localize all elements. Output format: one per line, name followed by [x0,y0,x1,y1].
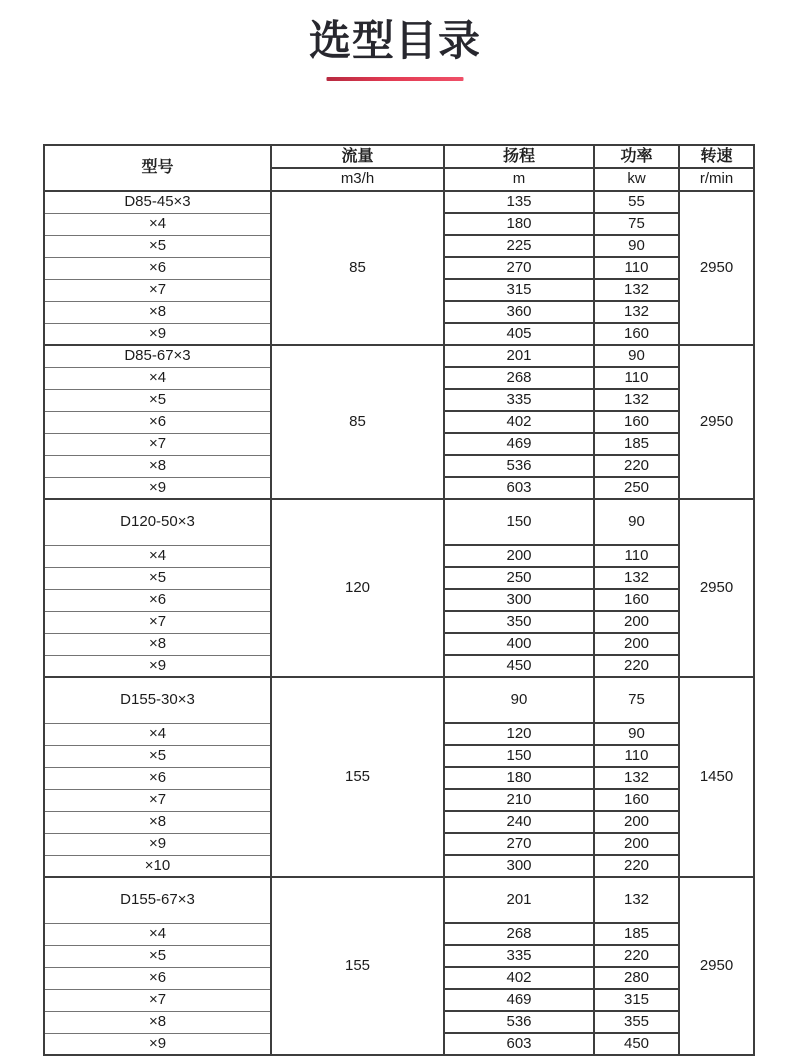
power-cell: 355 [594,1011,679,1033]
model-cell: ×4 [44,923,271,945]
power-cell: 315 [594,989,679,1011]
model-cell: D120-50×3 [44,499,271,545]
flow-cell: 155 [271,677,444,877]
table-row [44,345,754,367]
power-cell: 185 [594,923,679,945]
power-cell: 90 [594,723,679,745]
title-underline-accent [327,77,464,81]
power-cell: 200 [594,833,679,855]
power-cell: 55 [594,191,679,213]
head-cell: 201 [444,345,594,367]
table-row [44,499,754,545]
head-cell: 400 [444,633,594,655]
header-power: 功率 [594,145,679,168]
head-cell: 120 [444,723,594,745]
page-title: 选型目录 [308,17,481,64]
head-cell: 300 [444,855,594,877]
model-cell: ×9 [44,323,271,345]
head-cell: 200 [444,545,594,567]
power-cell: 90 [594,235,679,257]
power-cell: 160 [594,789,679,811]
head-cell: 180 [444,213,594,235]
header-speed: 转速 [679,145,754,168]
table-row [44,877,754,923]
model-cell: ×4 [44,723,271,745]
model-cell: ×10 [44,855,271,877]
power-cell: 110 [594,257,679,279]
power-cell: 75 [594,213,679,235]
model-cell: ×9 [44,477,271,499]
model-cell: ×5 [44,235,271,257]
power-cell: 200 [594,611,679,633]
flow-cell: 85 [271,345,444,499]
head-cell: 603 [444,1033,594,1055]
model-cell: ×6 [44,257,271,279]
unit-power: kw [594,168,679,191]
power-cell: 110 [594,745,679,767]
power-cell: 132 [594,279,679,301]
power-cell: 200 [594,633,679,655]
model-cell: ×8 [44,1011,271,1033]
head-cell: 210 [444,789,594,811]
header-flow: 流量 [271,145,444,168]
model-cell: ×8 [44,455,271,477]
head-cell: 90 [444,677,594,723]
power-cell: 220 [594,455,679,477]
head-cell: 201 [444,877,594,923]
unit-flow: m3/h [271,168,444,191]
head-cell: 469 [444,433,594,455]
model-cell: D155-67×3 [44,877,271,923]
power-cell: 132 [594,877,679,923]
table-row [44,677,754,723]
head-cell: 405 [444,323,594,345]
head-cell: 150 [444,499,594,545]
power-cell: 160 [594,589,679,611]
model-cell: D155-30×3 [44,677,271,723]
power-cell: 200 [594,811,679,833]
model-cell: ×6 [44,411,271,433]
model-cell: ×9 [44,655,271,677]
model-cell: ×5 [44,745,271,767]
head-cell: 240 [444,811,594,833]
head-cell: 360 [444,301,594,323]
power-cell: 160 [594,411,679,433]
model-cell: ×8 [44,633,271,655]
head-cell: 536 [444,455,594,477]
header-model: 型号 [44,145,271,191]
unit-speed: r/min [679,168,754,191]
power-cell: 220 [594,655,679,677]
power-cell: 250 [594,477,679,499]
model-cell: ×7 [44,789,271,811]
head-cell: 270 [444,833,594,855]
selection-catalog-table [43,144,755,1056]
head-cell: 536 [444,1011,594,1033]
power-cell: 110 [594,545,679,567]
head-cell: 250 [444,567,594,589]
power-cell: 90 [594,345,679,367]
model-cell: ×8 [44,811,271,833]
model-cell: ×6 [44,767,271,789]
model-cell: ×4 [44,545,271,567]
head-cell: 268 [444,367,594,389]
model-cell: ×7 [44,279,271,301]
power-cell: 160 [594,323,679,345]
head-cell: 402 [444,411,594,433]
speed-cell: 2950 [679,345,754,499]
power-cell: 132 [594,567,679,589]
head-cell: 270 [444,257,594,279]
head-cell: 300 [444,589,594,611]
model-cell: ×4 [44,367,271,389]
model-cell: ×5 [44,389,271,411]
power-cell: 75 [594,677,679,723]
power-cell: 450 [594,1033,679,1055]
power-cell: 280 [594,967,679,989]
speed-cell: 2950 [679,499,754,677]
model-cell: ×5 [44,567,271,589]
model-cell: ×4 [44,213,271,235]
head-cell: 180 [444,767,594,789]
power-cell: 185 [594,433,679,455]
flow-cell: 155 [271,877,444,1055]
speed-cell: 2950 [679,191,754,345]
head-cell: 135 [444,191,594,213]
head-cell: 335 [444,945,594,967]
model-cell: ×6 [44,967,271,989]
power-cell: 132 [594,389,679,411]
model-cell: ×9 [44,833,271,855]
unit-head: m [444,168,594,191]
power-cell: 132 [594,767,679,789]
model-cell: ×8 [44,301,271,323]
head-cell: 603 [444,477,594,499]
model-cell: ×6 [44,589,271,611]
power-cell: 110 [594,367,679,389]
power-cell: 220 [594,945,679,967]
model-cell: D85-67×3 [44,345,271,367]
model-cell: ×7 [44,433,271,455]
model-cell: ×9 [44,1033,271,1055]
power-cell: 132 [594,301,679,323]
head-cell: 335 [444,389,594,411]
catalog-table-body [44,191,754,1055]
head-cell: 402 [444,967,594,989]
head-cell: 350 [444,611,594,633]
power-cell: 220 [594,855,679,877]
head-cell: 150 [444,745,594,767]
header-head: 扬程 [444,145,594,168]
model-cell: ×7 [44,989,271,1011]
flow-cell: 85 [271,191,444,345]
model-cell: ×5 [44,945,271,967]
flow-cell: 120 [271,499,444,677]
speed-cell: 2950 [679,877,754,1055]
head-cell: 315 [444,279,594,301]
model-cell: ×7 [44,611,271,633]
head-cell: 469 [444,989,594,1011]
table-row [44,191,754,213]
head-cell: 268 [444,923,594,945]
model-cell: D85-45×3 [44,191,271,213]
head-cell: 225 [444,235,594,257]
power-cell: 90 [594,499,679,545]
head-cell: 450 [444,655,594,677]
speed-cell: 1450 [679,677,754,877]
